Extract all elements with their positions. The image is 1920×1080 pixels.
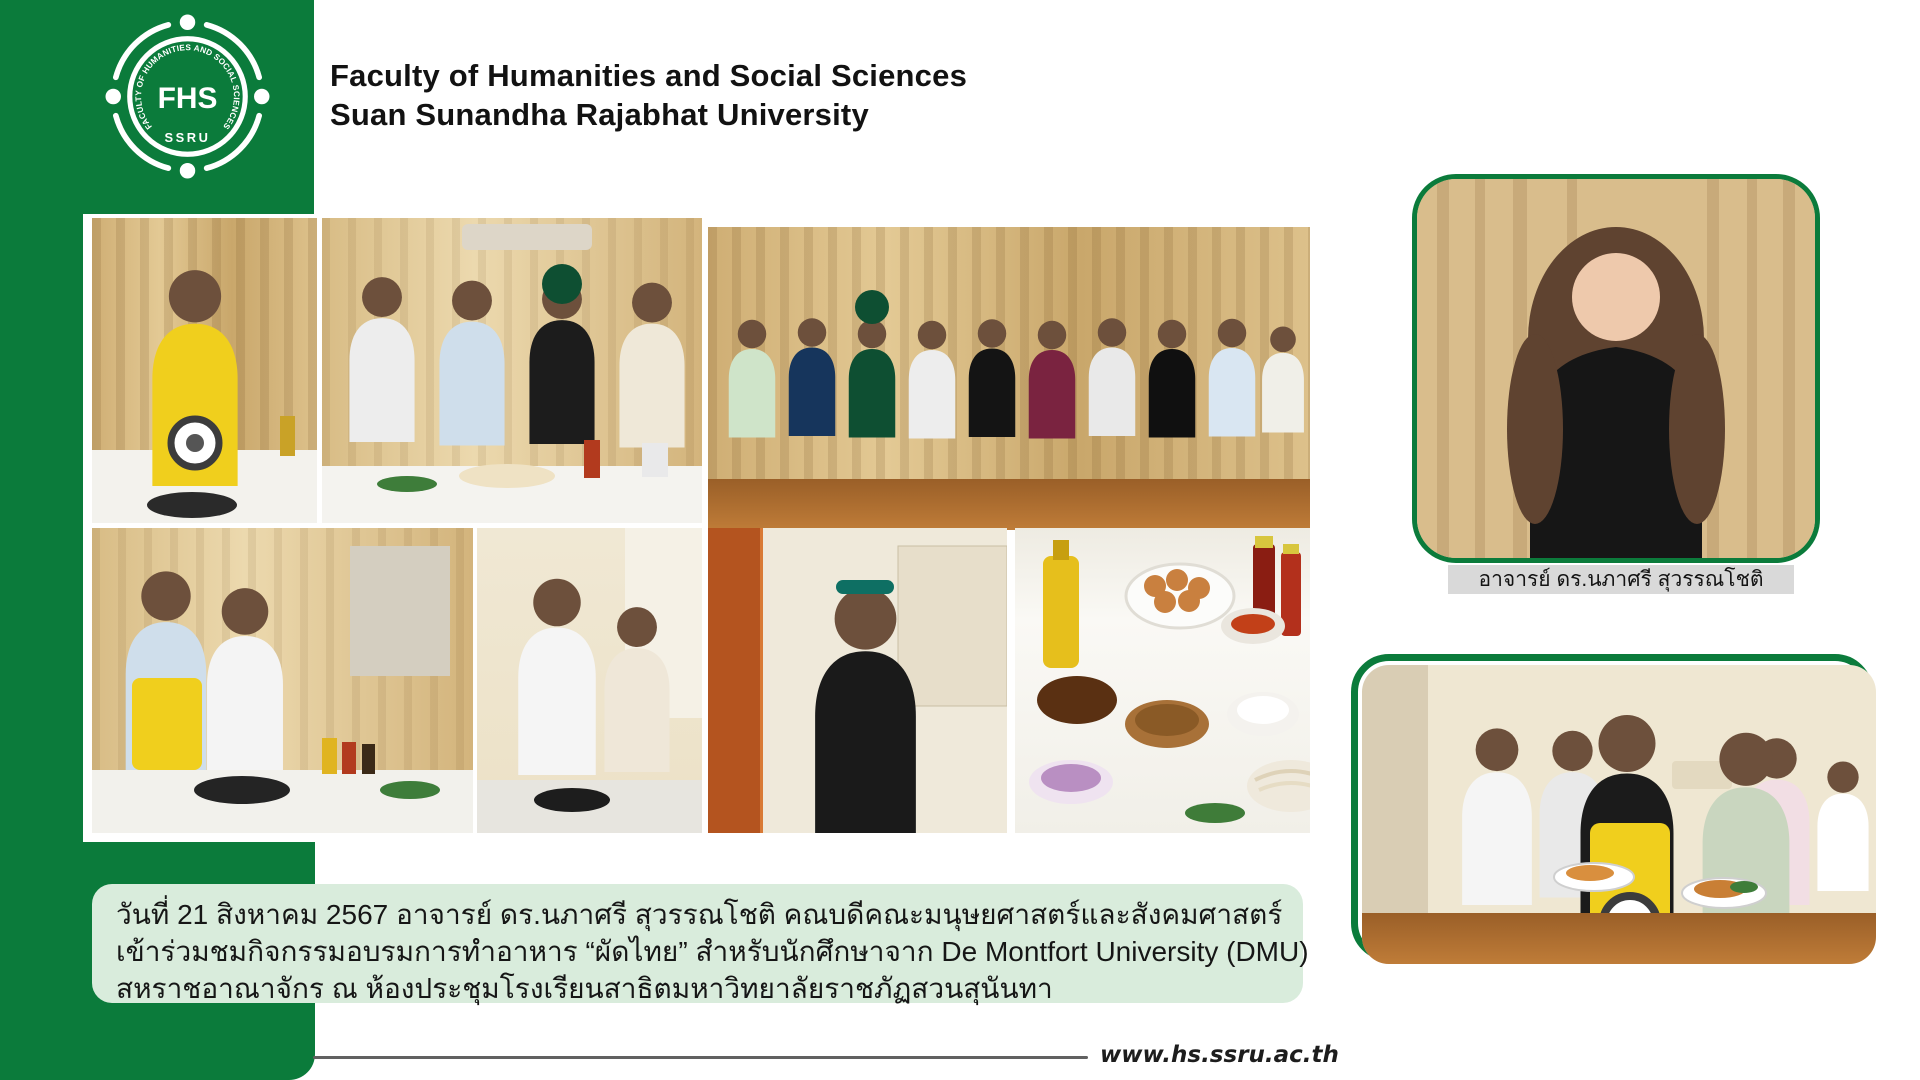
logo-ssru: SSRU (164, 129, 211, 145)
logo-dot-left (106, 89, 121, 104)
faculty-name: Faculty of Humanities and Social Sciences (330, 58, 968, 93)
photo-ingredients (1015, 528, 1310, 833)
photo-pair-wok (477, 528, 702, 833)
footer-website: www.hs.ssru.ac.th (1100, 1042, 1339, 1068)
portrait-photo (1412, 174, 1820, 563)
photo-speaker (708, 528, 1007, 833)
portrait-caption (1448, 565, 1794, 594)
bottom-right-photo (1351, 654, 1873, 961)
logo-dot-top (180, 15, 195, 30)
announcement-box (92, 884, 1309, 1004)
fhs-logo (105, 14, 270, 179)
photo-dean-cooking (92, 218, 317, 523)
announcement-line3: สหราชอาณาจักร ณ ห้องประชุมโรงเรียนสาธิตมหาวิทยาลัยราชภัฏสวนสุนันทา (116, 973, 1053, 1004)
logo-dot-bottom (180, 163, 195, 178)
announcement-line2: เข้าร่วมชมกิจกรรมอบรมการทำอาหาร “ผัดไทย” สำหรับนักศึกษาจาก De Montfort University (DMU) (116, 936, 1309, 967)
footer-divider (313, 1056, 1088, 1059)
logo-acronym: FHS (157, 81, 218, 115)
photo-group (708, 227, 1310, 530)
university-name: Suan Sunandha Rajabhat University (330, 97, 869, 132)
portrait-caption-text: อาจารย์ ดร.นภาศรี สุวรรณโชติ (1478, 568, 1764, 591)
announcement-line1: วันที่ 21 สิงหาคม 2567 อาจารย์ ดร.นภาศรี สุวรรณโชติ คณบดีคณะมนุษยศาสตร์และสังคมศาสตร์ (116, 899, 1283, 930)
photo-students-standing (322, 218, 702, 523)
logo-ring-text: FACULTY OF HUMANITIES AND SOCIAL SCIENCES (134, 43, 241, 132)
logo-dot-right (254, 89, 269, 104)
photo-girls-cooking (92, 528, 473, 833)
header-title (330, 56, 967, 134)
